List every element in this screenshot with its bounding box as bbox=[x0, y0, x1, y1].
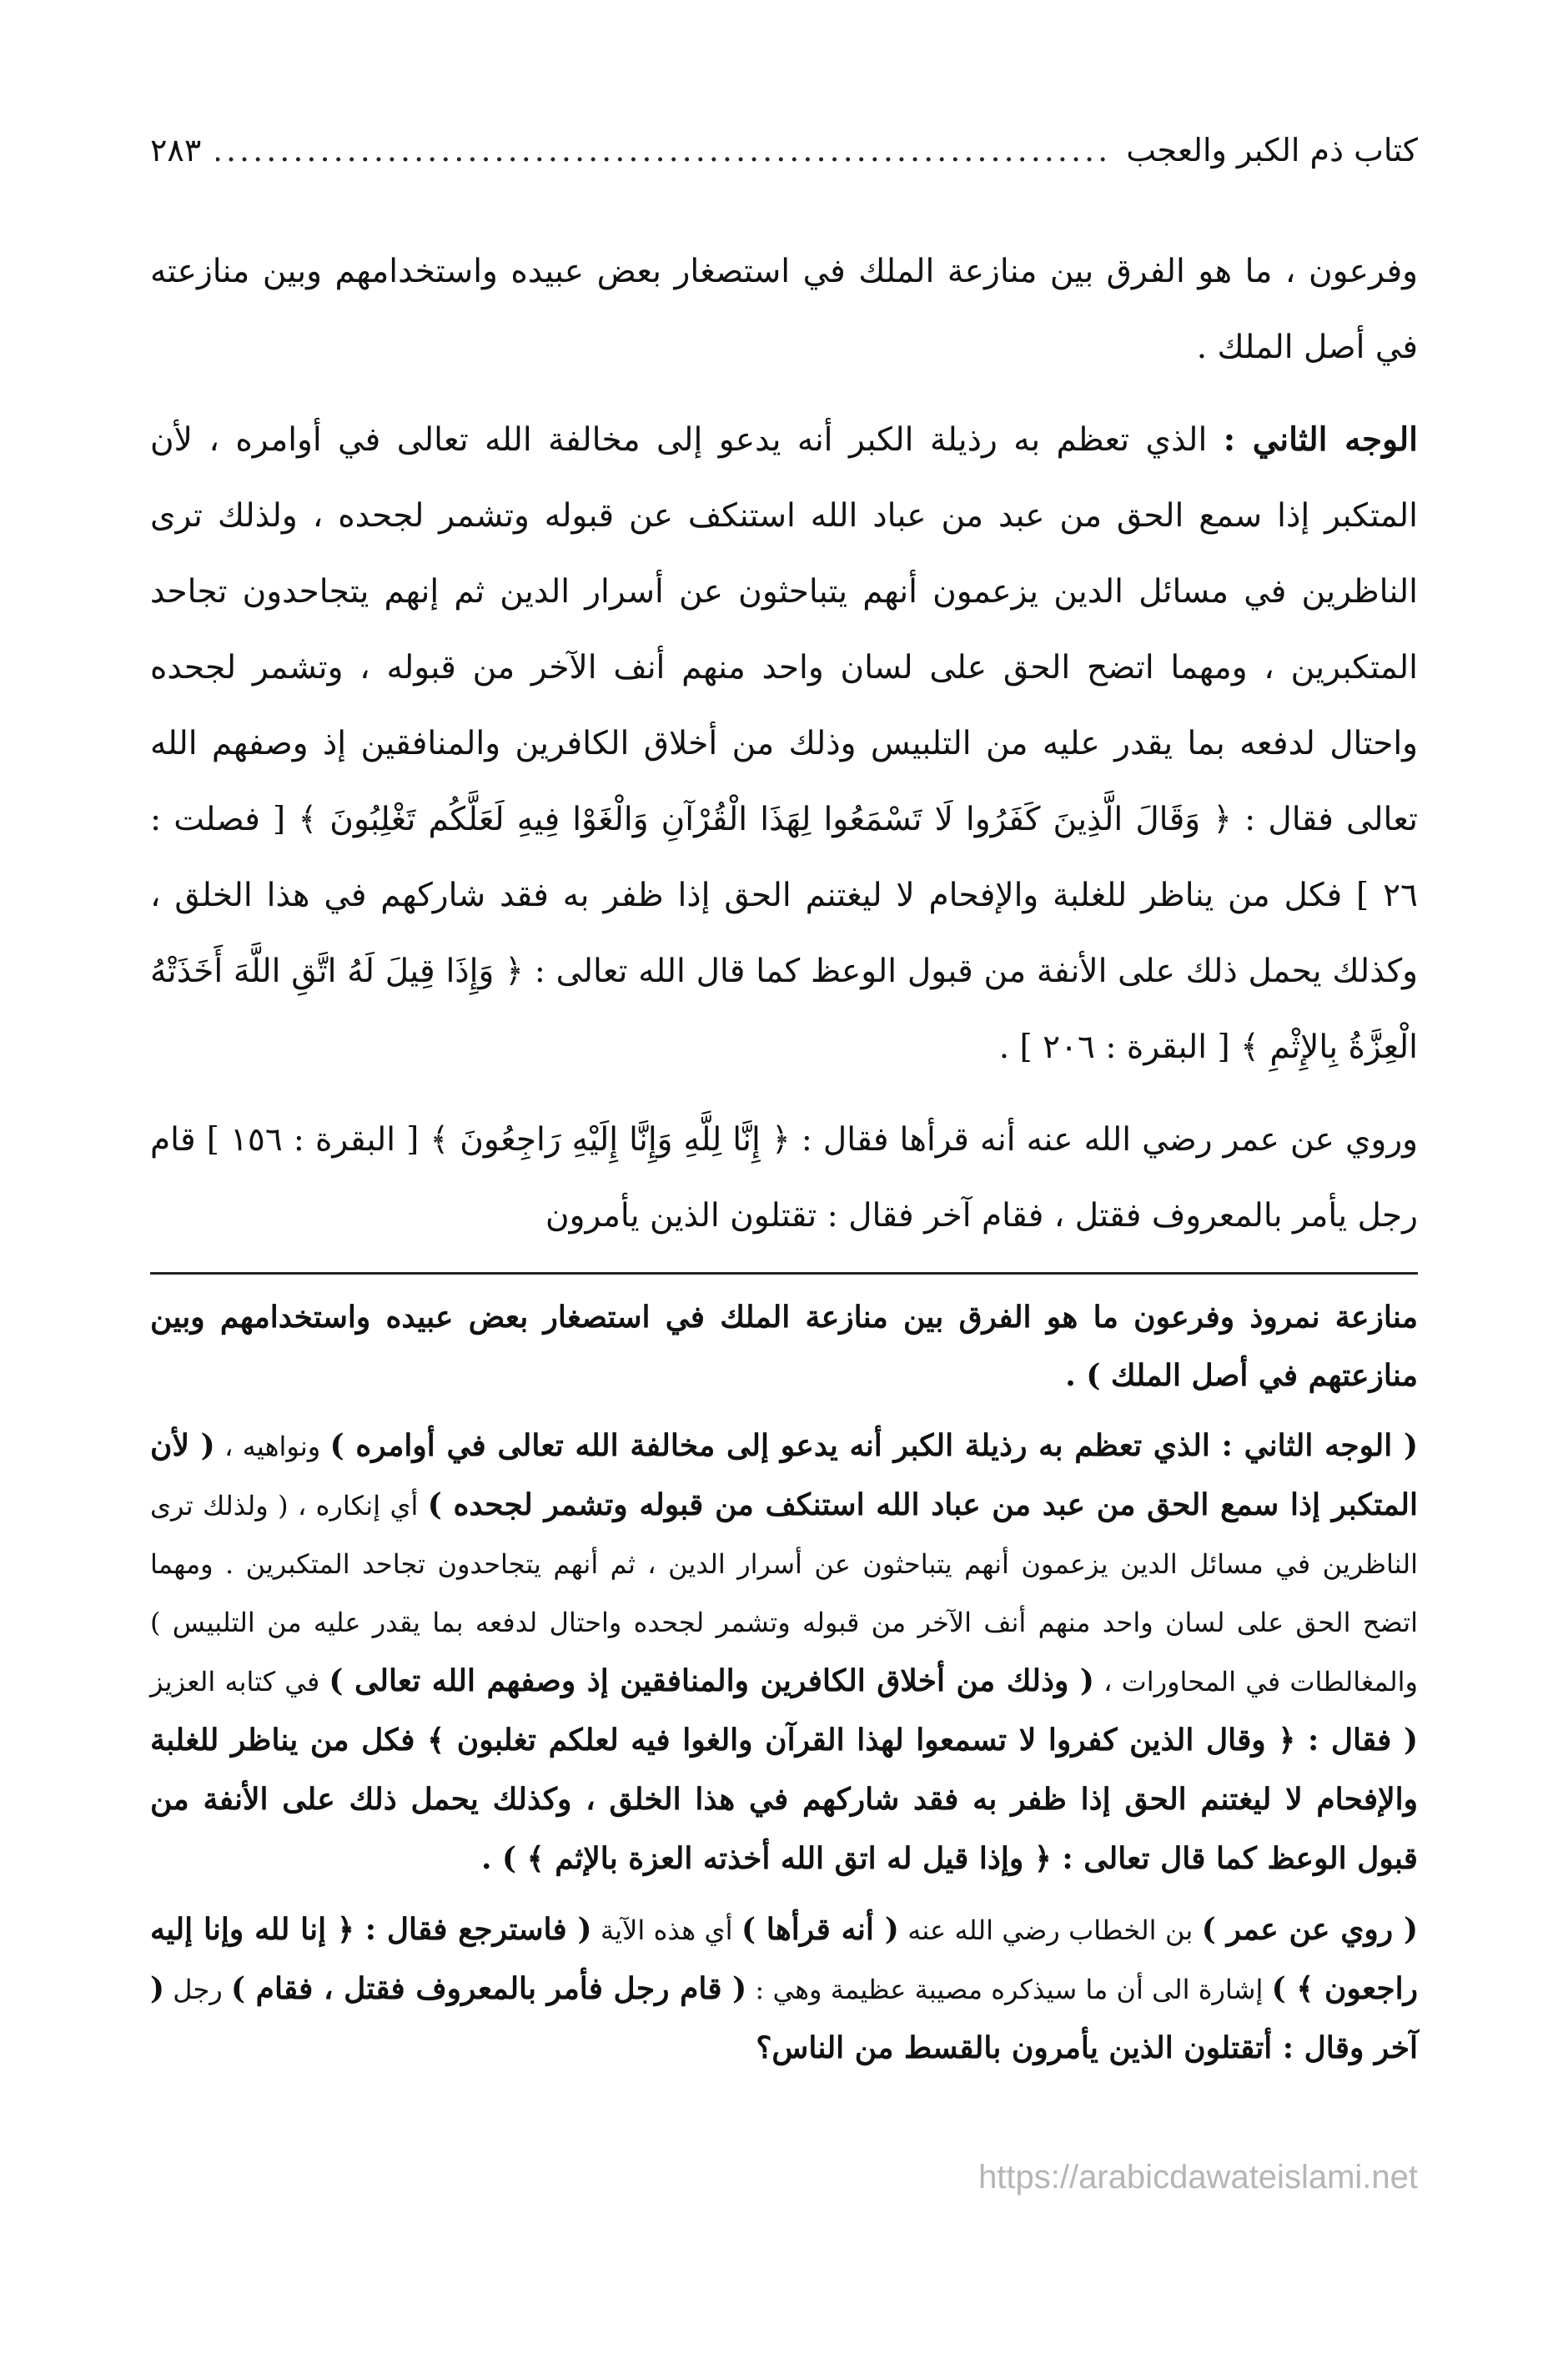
commentary-gloss: رجل bbox=[164, 1974, 232, 2005]
watermark-url: https://arabicdawateislami.net bbox=[978, 2159, 1418, 2196]
commentary-paragraph-3 bbox=[150, 1900, 1418, 2078]
commentary-quote: ( روي عن عمر ) bbox=[1201, 1912, 1419, 1947]
commentary-quote: ( آخر وقال : أتقتلون الذين يأمرون بالقسط من الناس؟ bbox=[150, 1971, 1418, 2065]
commentary-quote: ( فقال : ﴿ وقال الذين كفروا لا تسمعوا لهذا القرآن والغوا فيه لعلكم تغلبون ﴾ فكل من يناظر للغلبة والإفحام لا ليغتنم الحق إذا ظفر به فقد شاركهم في هذا الخلق ، وكذلك يحمل ذلك على الأنفة من قبول الوعظ كما قال تعالى : ﴿ وإذا قيل له اتق الله أخذته العزة بالإثم ﴾ ) . bbox=[150, 1723, 1419, 1876]
main-paragraph-1: وفرعون ، ما هو الفرق بين منازعة الملك في استصغار بعض عبيده واستخدامهم وبين منازعته في أصل الملك . bbox=[150, 253, 1418, 366]
commentary-gloss: في كتابه العزيز bbox=[150, 1666, 329, 1698]
commentary-quote: ( قام رجل فأمر بالمعروف فقتل ، فقام ) bbox=[231, 1971, 747, 2006]
commentary-quote: ( الوجه الثاني : الذي تعظم به رذيلة الكبر أنه يدعو إلى مخالفة الله تعالى في أوامره ) bbox=[329, 1428, 1418, 1463]
commentary-quote: ( وذلك من أخلاق الكافرين والمنافقين إذ وصفهم الله تعالى ) bbox=[329, 1663, 1094, 1698]
header-title: كتاب ذم الكبر والعجب bbox=[1126, 132, 1418, 168]
commentary-gloss: أي هذه الآية bbox=[591, 1914, 741, 1946]
commentary-paragraph-2 bbox=[150, 1416, 1418, 1889]
commentary-quote: ( أنه قرأها ) bbox=[741, 1912, 899, 1947]
main-paragraph-2-body: الذي تعظم به رذيلة الكبر أنه يدعو إلى مخالفة الله تعالى في أوامره ، لأن المتكبر إذا سمع الحق من عبد من عباد الله استنكف عن قبوله وتشمر لجحده ، ولذلك ترى الناظرين في مسائل الدين يزعمون أنهم يتباحثون عن أسرار الدين ثم إنهم يتجاحدون تجاحد المتكبرين ، ومهما اتضح الحق على لسان واحد منهم أنف الآخر من قبوله ، وتشمر لجحده واحتال لدفعه بما يقدر عليه من التلبيس وذلك من أخلاق الكافرين والمنافقين إذ وصفهم الله تعالى فقال : ﴿ وَقَالَ الَّذِينَ كَفَرُوا لَا تَسْمَعُوا لِهَذَا الْقُرْآنِ وَالْغَوْا فِيهِ لَعَلَّكُم تَغْلِبُونَ ﴾ [ فصلت : ٢٦ ] فكل من يناظر للغلبة والإفحام لا ليغتنم الحق إذا ظفر به فقد شاركهم في هذا الخلق ، وكذلك يحمل ذلك على الأنفة من قبول الوعظ كما قال الله تعالى : ﴿ وَإِذَا قِيلَ لَهُ اتَّقِ اللَّهَ أَخَذَتْهُ الْعِزَّةُ بِالإِثْمِ ﴾ [ البقرة : ٢٠٦ ] . bbox=[150, 421, 1418, 1066]
book-page bbox=[150, 125, 1418, 2090]
commentary-text bbox=[150, 1288, 1418, 2078]
running-header bbox=[150, 125, 1418, 175]
main-text bbox=[150, 234, 1418, 1254]
commentary-gloss: ونواهيه ، bbox=[214, 1431, 330, 1462]
section-lead: الوجه الثاني : bbox=[1223, 420, 1419, 459]
commentary-gloss: بن الخطاب رضي الله عنه bbox=[898, 1914, 1202, 1946]
page-number: ٢٨٣ bbox=[150, 132, 202, 168]
commentary-quote: ( لأن المتكبر إذا سمع الحق من عبد من عباد الله استنكف من قبوله وتشمر لجحده ) bbox=[150, 1428, 1419, 1522]
footnote-divider bbox=[150, 1272, 1418, 1275]
commentary-paragraph-1: منازعة نمروذ وفرعون ما هو الفرق بين منازعة الملك في استصغار بعض عبيده واستخدامهم وبين منازعتهم في أصل الملك ) . bbox=[150, 1300, 1418, 1393]
commentary-gloss: إشارة الى أن ما سيذكره مصيبة عظيمة وهي : bbox=[746, 1974, 1272, 2005]
commentary-quote: ( فاسترجع فقال : ﴿ إنا لله وإنا إليه راجعون ﴾ ) bbox=[150, 1912, 1419, 2006]
header-dot-leader bbox=[216, 125, 1111, 175]
main-paragraph-3: وروي عن عمر رضي الله عنه أنه قرأها فقال : ﴿ إِنَّا لِلَّهِ وَإِنَّا إِلَيْهِ رَاجِعُونَ ﴾ [ البقرة : ١٥٦ ] قام رجل يأمر بالمعروف فقتل ، فقام آخر فقال : تقتلون الذين يأمرون bbox=[150, 1121, 1418, 1235]
commentary-gloss: أي إنكاره ، ( ولذلك ترى الناظرين في مسائل الدين يزعمون أنهم يتباحثون عن أسرار الدين ، ثم أنهم يتجاحدون تجاحد المتكبرين . ومهما اتضح الحق على لسان واحد منهم أنف الآخر من قبوله وتشمر لجحده واحتال لدفعه بما يقدر عليه من التلبيس ) والمغالطات في المحاورات ، bbox=[150, 1490, 1419, 1698]
main-paragraph-2 bbox=[150, 402, 1418, 1085]
